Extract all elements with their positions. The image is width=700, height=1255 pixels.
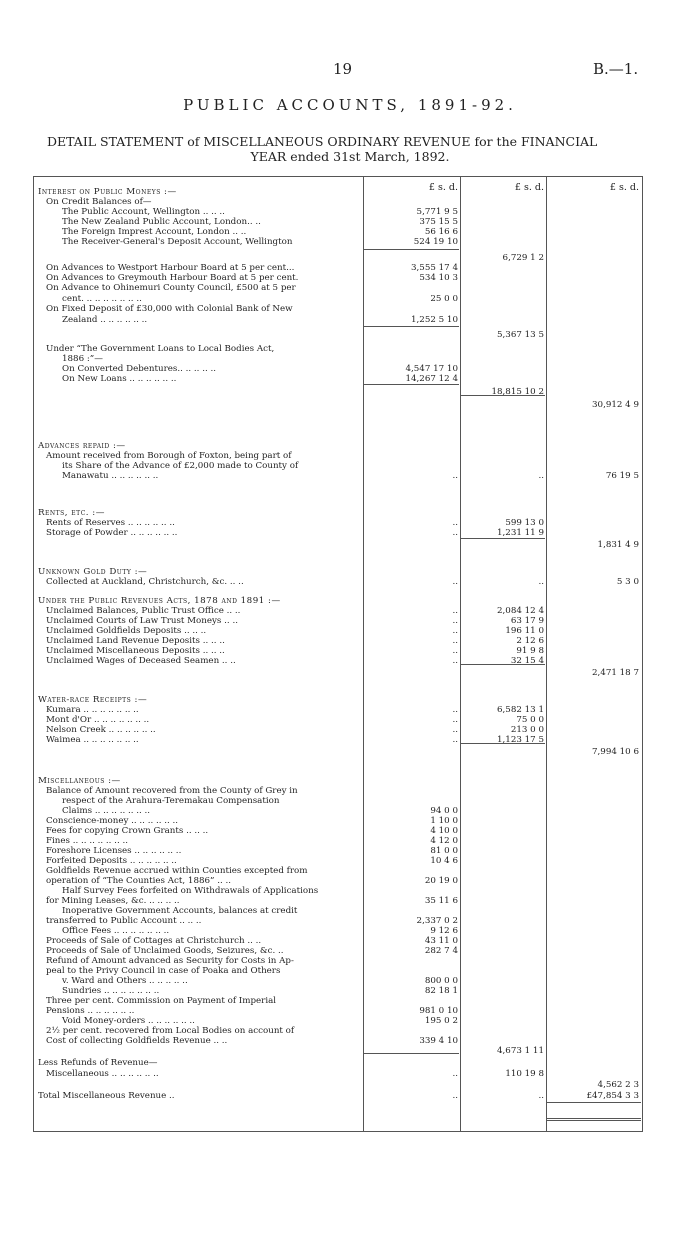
amount-c1: 534 10 3 [419,273,458,283]
row-description: Nelson Creek .. .. .. .. .. .. [46,725,156,735]
section-heading: Unknown Gold Duty :— [38,567,148,577]
table-row [33,695,643,705]
amount-c1: 94 0 0 [430,806,458,816]
table-row [33,976,643,986]
page-number: 19 [333,60,353,78]
amount-c2: 2,084 12 4 [497,606,544,616]
amount-c1: 1 10 0 [430,816,458,826]
amount-c1: .. [452,1069,458,1079]
row-description: Conscience-money .. .. .. .. .. .. [46,816,179,826]
amount-c2: 2 12 6 [516,636,544,646]
row-description: Balance of Amount recovered from the County of Grey in [46,786,298,796]
table-row [33,956,643,966]
row-description: respect of the Arahura-Teremakau Compensation [62,796,280,806]
table-row [33,816,643,826]
column-heading: £ s. d. [609,182,639,193]
row-description: transferred to Public Account .. .. .. [46,916,202,926]
row-description: Collected at Auckland, Christchurch, &c. .. .. [46,577,244,587]
row-description: Fees for copying Crown Grants .. .. .. [46,826,209,836]
row-description: Miscellaneous .. .. .. .. .. .. [46,1069,159,1079]
amount-c1: 2,337 0 2 [416,916,458,926]
row-description: its Share of the Advance of £2,000 made to County of [62,461,299,471]
table-row [33,237,643,247]
amount-c1: 4 12 0 [430,836,458,846]
table-row [33,786,643,796]
row-description: Less Refunds of Revenue— [38,1058,158,1068]
table-row [33,906,643,916]
table-row [33,1026,643,1036]
table-row [33,636,643,646]
amount-c1: 10 4 6 [430,856,458,866]
table-row [33,471,643,481]
row-description: Claims .. .. .. .. .. .. .. [62,806,151,816]
table-row [33,387,643,397]
table-row [33,217,643,227]
table-row [33,304,643,314]
row-description: Storage of Powder .. .. .. .. .. .. [46,528,178,538]
amount-c2: 5,367 13 5 [497,330,544,340]
table-row [33,567,643,577]
subtotal-rule [461,743,545,744]
amount-c2: .. [538,471,544,481]
row-description: Manawatu .. .. .. .. .. .. [62,471,159,481]
table-row [33,283,643,293]
amount-c1: .. [452,705,458,715]
row-description: 1886 :”— [62,354,103,364]
amount-c3: 30,912 4 9 [592,400,639,410]
statement-title-line-1: DETAIL STATEMENT of MISCELLANEOUS ORDINARY REVENUE for the FINANCIAL [47,134,598,149]
subtotal-rule [547,1120,641,1121]
amount-c3: 4,562 2 3 [597,1080,639,1090]
subtotal-rule [363,384,459,385]
table-row [33,806,643,816]
subtotal-rule [547,1102,641,1103]
amount-c2: .. [538,1091,544,1101]
table-row [33,253,643,263]
table-row [33,400,643,410]
statement-title-line-2: YEAR ended 31st March, 1892. [250,149,450,164]
row-description: Under “The Government Loans to Local Bodies Act, [46,344,275,354]
amount-c1: 524 19 10 [413,237,458,247]
table-row [33,330,643,340]
row-description: Pensions .. .. .. .. .. .. [46,1006,135,1016]
table-row [33,826,643,836]
amount-c1: 800 0 0 [424,976,458,986]
amount-c3: 2,471 18 7 [592,668,639,678]
row-description: Amount received from Borough of Foxton, being part of [46,451,292,461]
row-description: The Public Account, Wellington .. .. .. [62,207,225,217]
row-description: cent. .. .. .. .. .. .. .. [62,294,142,304]
amount-c1: 5,771 9 5 [416,207,458,217]
row-description: The Receiver-General's Deposit Account, Wellington [62,237,293,247]
table-row [33,1046,643,1056]
amount-c2: 196 11 0 [505,626,544,636]
amount-c2: 6,729 1 2 [502,253,544,263]
amount-c2: 63 17 9 [510,616,544,626]
table-border-bottom [33,1131,643,1132]
table-row [33,946,643,956]
table-row [33,364,643,374]
table-row [33,986,643,996]
table-row [33,315,643,325]
row-description: Inoperative Government Accounts, balances at credit [62,906,298,916]
row-description: Fines .. .. .. .. .. .. .. [46,836,128,846]
amount-c3: 5 3 0 [616,577,639,587]
amount-c1: .. [452,725,458,735]
table-row [33,461,643,471]
table-row [33,646,643,656]
table-row [33,796,643,806]
row-description: Proceeds of Sale of Unclaimed Goods, Seizures, &c. .. [46,946,284,956]
row-description: Half Survey Fees forfeited on Withdrawals of Applications [62,886,319,896]
table-row [33,1058,643,1068]
table-row [33,996,643,1006]
amount-c1: 195 0 2 [424,1016,458,1026]
subtotal-rule [461,395,545,396]
amount-c1: 25 0 0 [430,294,458,304]
amount-c2: 6,582 13 1 [497,705,544,715]
amount-c1: 1,252 5 10 [411,315,458,325]
table-row [33,715,643,725]
row-description: On Advances to Westport Harbour Board at 5 per cent... [46,263,295,273]
amount-c1: 9 12 6 [430,926,458,936]
table-row [33,846,643,856]
amount-c1: 4,547 17 10 [405,364,458,374]
column-heading: £ s. d. [428,182,458,193]
amount-c1: .. [452,636,458,646]
row-description: On Converted Debentures.. .. .. .. .. [62,364,217,374]
amount-c1: 3,555 17 4 [411,263,458,273]
amount-c1: 82 18 1 [424,986,458,996]
column-heading: £ s. d. [514,182,544,193]
revenue-table [33,176,643,1131]
table-row [33,441,643,451]
amount-c2: 75 0 0 [516,715,544,725]
amount-c1: 981 0 10 [419,1006,458,1016]
amount-c2: 110 19 8 [505,1069,544,1079]
row-description: Waimea .. .. .. .. .. .. .. [46,735,139,745]
row-description: Total Miscellaneous Revenue .. [38,1091,175,1101]
amount-c2: 1,231 11 9 [497,528,544,538]
table-row [33,344,643,354]
row-description: for Mining Leases, &c. .. .. .. .. [46,896,180,906]
table-row [33,577,643,587]
subtotal-rule [363,1053,459,1054]
row-description: On New Loans .. .. .. .. .. .. [62,374,177,384]
amount-c1: .. [452,656,458,666]
table-row [33,1036,643,1046]
table-row [33,836,643,846]
amount-c2: 4,673 1 11 [497,1046,544,1056]
amount-c1: .. [452,646,458,656]
page-title: PUBLIC ACCOUNTS, 1891-92. [183,96,517,114]
amount-c2: 213 0 0 [510,725,544,735]
amount-c1: .. [452,471,458,481]
table-row [33,606,643,616]
table-row [33,656,643,666]
table-row [33,747,643,757]
row-description: Void Money-orders .. .. .. .. .. .. [62,1016,195,1026]
table-row [33,725,643,735]
table-row [33,1016,643,1026]
table-row [33,1091,643,1101]
amount-c2: 32 15 4 [510,656,544,666]
amount-c3: 76 19 5 [605,471,639,481]
table-row [33,1080,643,1090]
table-row [33,596,643,606]
row-description: 2½ per cent. recovered from Local Bodies on account of [46,1026,295,1036]
row-description: Unclaimed Goldfields Deposits .. .. .. [46,626,207,636]
table-row [33,1006,643,1016]
amount-c1: .. [452,528,458,538]
amount-c2: 599 13 0 [505,518,544,528]
row-description: On Fixed Deposit of £30,000 with Colonial Bank of New [46,304,293,314]
amount-c1: .. [452,735,458,745]
amount-c3: 7,994 10 6 [592,747,639,757]
table-row [33,896,643,906]
row-description: The New Zealand Public Account, London.. .. [62,217,261,227]
table-row [33,518,643,528]
section-heading: Under the Public Revenues Acts, 1878 and 1891 :— [38,596,281,606]
amount-c1: 20 19 0 [424,876,458,886]
amount-c1: .. [452,577,458,587]
table-row [33,263,643,273]
row-description: Refund of Amount advanced as Security for Costs in Ap- [46,956,294,966]
amount-c1: .. [452,606,458,616]
amount-c3: 1,831 4 9 [597,540,639,550]
amount-c1: 35 11 6 [424,896,458,906]
table-row [33,528,643,538]
table-row [33,294,643,304]
row-description: Kumara .. .. .. .. .. .. .. [46,705,139,715]
amount-c1: 56 16 6 [424,227,458,237]
amount-c3: £47,854 3 3 [586,1091,639,1101]
row-description: Cost of collecting Goldfields Revenue .. .. [46,1036,228,1046]
table-row [33,273,643,283]
section-heading: Rents, etc. :— [38,508,105,518]
table-row [33,966,643,976]
subtotal-rule [547,1118,641,1119]
row-description: Rents of Reserves .. .. .. .. .. .. [46,518,175,528]
amount-c1: .. [452,518,458,528]
table-row [33,1069,643,1079]
row-description: Unclaimed Wages of Deceased Seamen .. .. [46,656,236,666]
amount-c1: .. [452,715,458,725]
amount-c1: .. [452,616,458,626]
row-description: Three per cent. Commission on Payment of Imperial [46,996,277,1006]
amount-c1: 14,267 12 4 [405,374,458,384]
amount-c2: 18,815 10 2 [491,387,544,397]
subtotal-rule [363,326,459,327]
table-row [33,197,643,207]
row-description: The Foreign Imprest Account, London .. .. [62,227,247,237]
table-row [33,626,643,636]
row-description: operation of “The Counties Act, 1886” .. .. [46,876,232,886]
row-description: Unclaimed Land Revenue Deposits .. .. .. [46,636,225,646]
section-heading: Miscellaneous :— [38,776,121,786]
table-row [33,616,643,626]
amount-c1: 43 11 0 [424,936,458,946]
amount-c1: 375 15 5 [419,217,458,227]
amount-c2: .. [538,577,544,587]
amount-c1: 339 4 10 [419,1036,458,1046]
table-row [33,936,643,946]
table-row [33,227,643,237]
table-row [33,926,643,936]
row-description: peal to the Privy Council in case of Poaka and Others [46,966,281,976]
table-row [33,374,643,384]
table-border-top [33,176,643,177]
table-row [33,776,643,786]
subtotal-rule [461,538,545,539]
table-row [33,735,643,745]
document-reference: B.—1. [593,60,639,78]
table-row [33,354,643,364]
section-heading: Interest on Public Moneys :— [38,187,177,197]
table-row [33,886,643,896]
section-heading: Water-race Receipts :— [38,695,148,705]
table-row [33,705,643,715]
amount-c1: 4 10 0 [430,826,458,836]
amount-c2: 91 9 8 [516,646,544,656]
table-row [33,508,643,518]
row-description: Proceeds of Sale of Cottages at Christchurch .. .. [46,936,262,946]
row-description: Zealand .. .. .. .. .. .. [62,315,148,325]
row-description: On Advance to Ohinemuri County Council, £500 at 5 per [46,283,296,293]
amount-c2: 1,123 17 5 [497,735,544,745]
section-heading: Advances repaid :— [38,441,126,451]
row-description: On Advances to Greymouth Harbour Board at 5 per cent. [46,273,299,283]
amount-c1: 81 0 0 [430,846,458,856]
table-row [33,866,643,876]
row-description: On Credit Balances of— [46,197,152,207]
amount-c1: 282 7 4 [424,946,458,956]
row-description: Forfeited Deposits .. .. .. .. .. .. [46,856,177,866]
table-row [33,451,643,461]
row-description: Unclaimed Courts of Law Trust Moneys .. .. [46,616,238,626]
row-description: Goldfields Revenue accrued within Counties excepted from [46,866,308,876]
table-row [33,916,643,926]
table-row [33,187,643,197]
row-description: Mont d'Or .. .. .. .. .. .. .. [46,715,150,725]
amount-c1: .. [452,626,458,636]
row-description: Unclaimed Miscellaneous Deposits .. .. .. [46,646,225,656]
row-description: Foreshore Licenses .. .. .. .. .. .. [46,846,182,856]
table-row [33,668,643,678]
subtotal-rule [461,664,545,665]
table-row [33,876,643,886]
subtotal-rule [363,249,459,250]
row-description: Office Fees .. .. .. .. .. .. .. [62,926,170,936]
row-description: v. Ward and Others .. .. .. .. .. [62,976,188,986]
amount-c1: .. [452,1091,458,1101]
row-description: Unclaimed Balances, Public Trust Office .. .. [46,606,241,616]
table-row [33,540,643,550]
row-description: Sundries .. .. .. .. .. .. .. [62,986,160,996]
table-row [33,207,643,217]
table-row [33,856,643,866]
